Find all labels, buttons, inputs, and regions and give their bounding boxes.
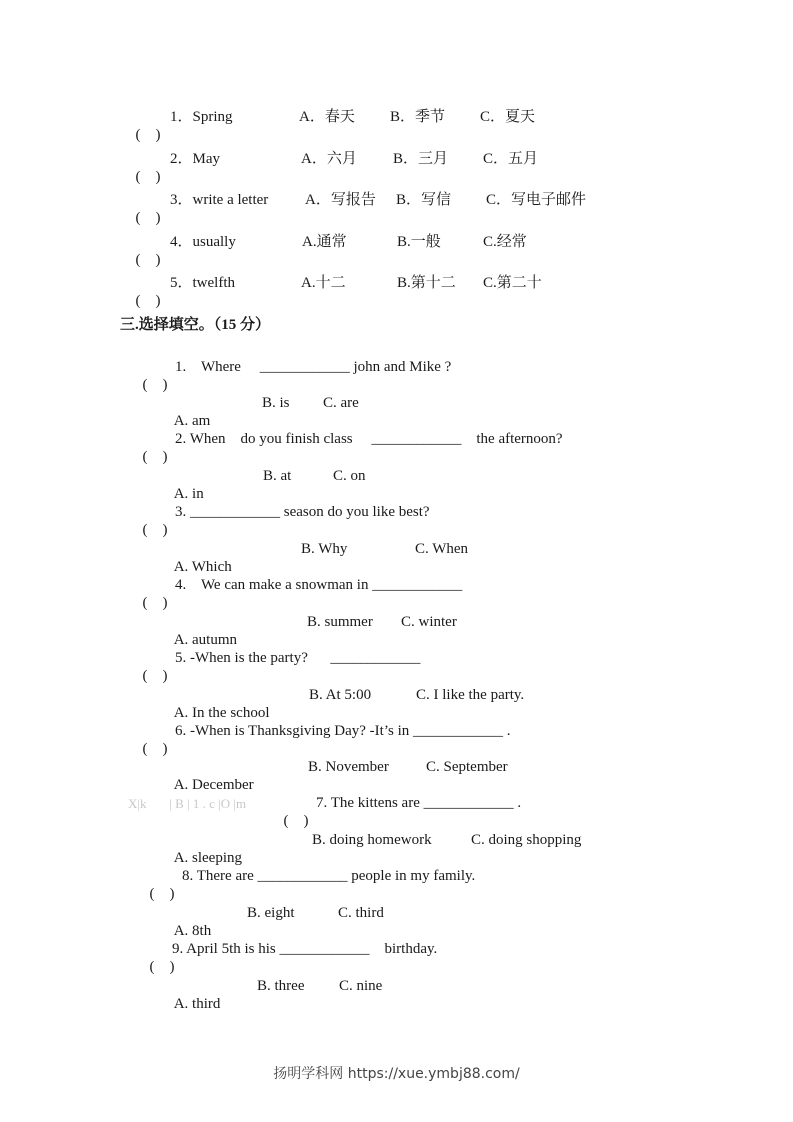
footer-source: 扬明学科网 https://xue.ymbj88.com/ [273,1066,520,1082]
option-c: C.经常 [483,234,527,250]
option-b: B.一般 [397,234,441,250]
option-b: B.第十二 [397,275,456,291]
answer-paren: ( ) [142,522,168,538]
option-a: A. third [173,996,221,1012]
option-a: A.通常 [302,234,347,250]
question-text: 4. We can make a snowman in ____________ [175,577,463,593]
option-b: B. eight [247,905,295,921]
section-title: 三.选择填空。（15 分） [120,317,271,333]
option-c: C. on [333,468,366,484]
option-b: B. doing homework [312,832,432,848]
option-c: C. September [426,759,508,775]
option-b: B．季节 [390,109,446,125]
option-b: B．写信 [396,192,452,208]
option-b: B. three [257,978,305,994]
answer-paren: ( ) [135,127,161,143]
option-b: B. November [308,759,389,775]
option-a: A．春天 [299,109,355,125]
option-b: B. is [262,395,290,411]
answer-paren: ( ) [142,595,168,611]
option-a: A. am [173,413,211,429]
answer-paren: ( ) [142,668,168,684]
option-b: B. Why [301,541,348,557]
option-a: A. sleeping [173,850,243,866]
option-c: C. third [338,905,384,921]
question-text: 3．write a letter [170,192,269,208]
question-text: 9. April 5th is his ____________ birthday. [172,941,438,957]
question-text: 2. When do you finish class ____________ the afternoon? [175,431,563,447]
question-text: 1．Spring [170,109,233,125]
option-c: C.第二十 [483,275,542,291]
watermark: X|k | B | 1 . c |O |m [128,796,247,811]
answer-paren: ( ) [149,886,175,902]
option-c: C. winter [401,614,457,630]
option-c: C．夏天 [480,109,536,125]
option-c: C. are [323,395,359,411]
answer-paren: ( ) [149,959,175,975]
option-c: C. nine [339,978,383,994]
option-a: A．六月 [301,151,357,167]
option-a: A. Which [173,559,232,575]
answer-paren: ( ) [142,377,168,393]
question-9-options [167,977,383,1049]
question-text: 8. There are ____________ people in my family. [182,868,476,884]
question-text: 1. Where ____________ john and Mike ? [175,359,452,375]
option-c: C．写电子邮件 [486,192,587,208]
option-a: A.十二 [301,275,346,291]
answer-paren: ( ) [135,210,161,226]
option-a: A. in [173,486,204,502]
question-text: 3. ____________ season do you like best? [175,504,430,520]
question-text: 7. The kittens are ____________ . [316,795,522,811]
answer-paren: ( ) [135,169,161,185]
option-c: C. I like the party. [416,687,525,703]
option-b: B. At 5:00 [309,687,372,703]
answer-paren: ( ) [142,741,168,757]
option-a: A. autumn [173,632,238,648]
answer-paren: ( ) [283,813,309,829]
option-c: C. When [415,541,469,557]
option-b: B．三月 [393,151,449,167]
option-a: A．写报告 [305,192,376,208]
answer-paren: ( ) [135,293,161,309]
option-a: A. In the school [173,705,270,721]
question-text: 5．twelfth [170,275,235,291]
option-c: C．五月 [483,151,539,167]
question-text: 2．May [170,151,220,167]
question-text: 4．usually [170,234,236,250]
option-b: B. summer [307,614,373,630]
answer-paren: ( ) [142,449,168,465]
question-text: 5. -When is the party? ____________ [175,650,421,666]
option-a: A. 8th [173,923,212,939]
option-c: C. doing shopping [471,832,582,848]
option-b: B. at [263,468,292,484]
answer-paren: ( ) [135,252,161,268]
question-text: 6. -When is Thanksgiving Day? -It’s in ____________ . [175,723,511,739]
option-a: A. December [173,777,254,793]
